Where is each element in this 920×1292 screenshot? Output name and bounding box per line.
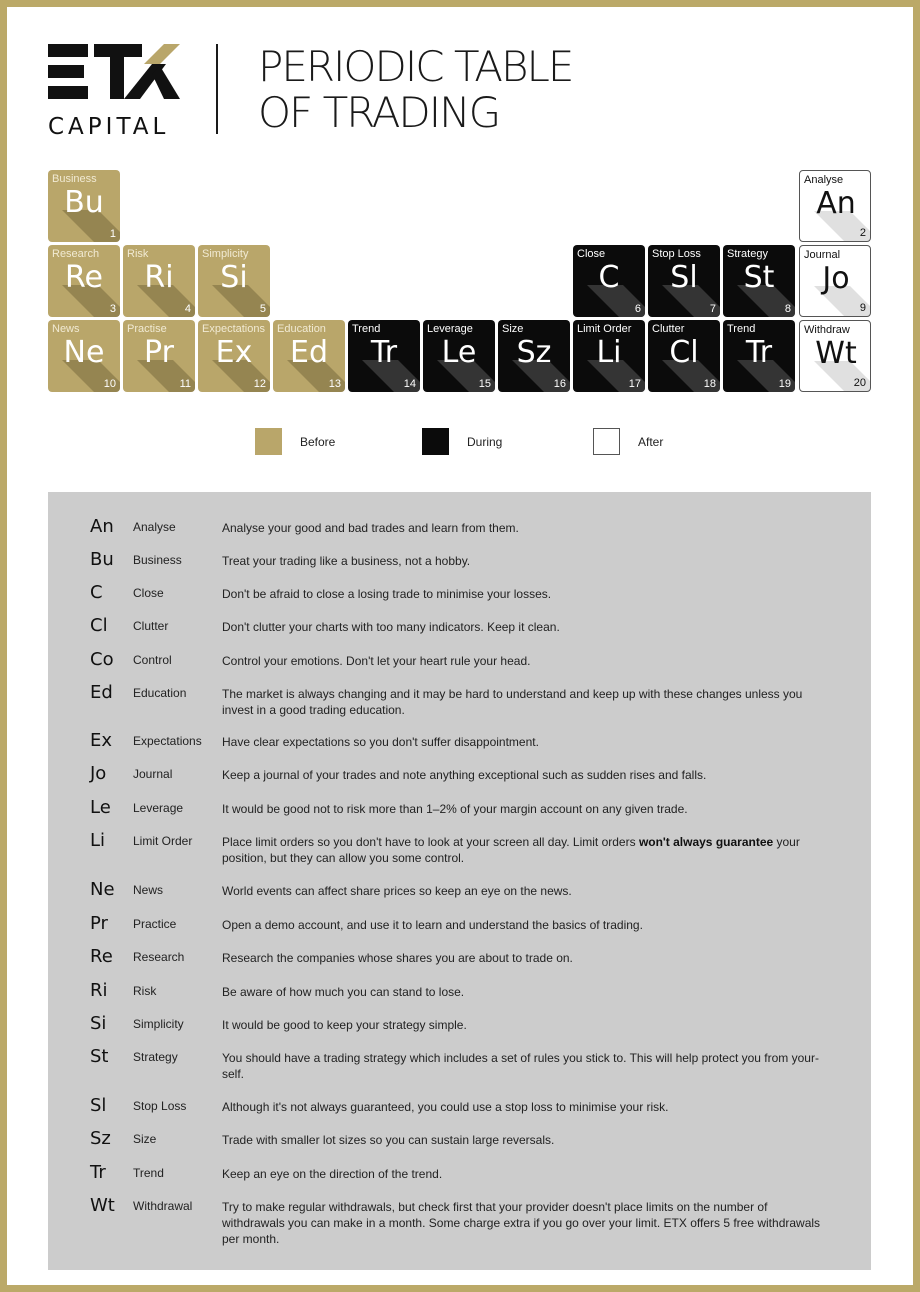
glossary-symbol: Re — [90, 946, 113, 967]
tile-name: Close — [577, 248, 606, 260]
glossary-description: Open a demo account, and use it to learn and understand the basics of trading. — [222, 918, 643, 932]
tile-symbol: Li — [596, 335, 622, 370]
tile-symbol: C — [598, 260, 620, 295]
tile-number: 13 — [328, 378, 341, 390]
glossary-symbol: An — [90, 516, 114, 537]
tile-name: Clutter — [652, 323, 685, 335]
tile-symbol: Le — [441, 335, 477, 370]
glossary-description: It would be good to keep your strategy simple. — [222, 1018, 467, 1032]
glossary-symbol: Ed — [90, 682, 113, 703]
legend-swatch-before — [255, 428, 282, 455]
tile-number: 18 — [703, 378, 716, 390]
description-emphasis: won't always guarantee — [638, 835, 774, 849]
tile-withdraw-20 — [799, 320, 871, 392]
glossary-description: Research the companies whose shares you are about to trade on. — [222, 951, 573, 965]
tile-limit-order-17 — [573, 320, 645, 392]
header-divider — [216, 44, 218, 134]
glossary-description: Don't clutter your charts with too many indicators. Keep it clean. — [222, 620, 560, 634]
tile-journal-9 — [799, 245, 871, 317]
tile-leverage-15 — [423, 320, 495, 392]
tile-name: Research — [52, 248, 100, 260]
tile-name: Strategy — [727, 248, 768, 260]
tile-practise-11 — [123, 320, 195, 392]
tile-analyse-2 — [799, 170, 871, 242]
glossary-description — [222, 834, 822, 866]
tile-name: Analyse — [804, 174, 844, 186]
tile-number: 19 — [778, 378, 791, 390]
tile-number: 6 — [634, 303, 641, 315]
tile-number: 14 — [403, 378, 416, 390]
glossary-description: You should have a trading strategy which includes a set of rules you stick to. This will help protect you from your-self. — [222, 1051, 819, 1081]
tile-number: 17 — [628, 378, 641, 390]
tile-number: 3 — [109, 303, 116, 315]
glossary-panel — [48, 492, 871, 1270]
glossary-symbol: Li — [90, 830, 106, 851]
glossary-name: Practice — [133, 917, 177, 931]
tile-close-6 — [573, 245, 645, 317]
glossary-description: World events can affect share prices so keep an eye on the news. — [222, 884, 572, 898]
glossary-symbol: Sz — [90, 1128, 111, 1149]
tile-number: 2 — [859, 227, 866, 239]
tile-symbol: Ne — [63, 335, 105, 370]
glossary-description: Keep a journal of your trades and note anything exceptional such as sudden rises and falls. — [222, 768, 707, 782]
tile-symbol: Sl — [670, 260, 698, 295]
tile-name: Simplicity — [202, 248, 249, 260]
tile-name: Business — [52, 173, 97, 185]
tile-number: 11 — [179, 378, 191, 390]
glossary-symbol: St — [90, 1046, 109, 1067]
tile-symbol: Bu — [64, 185, 104, 220]
tile-symbol: Ri — [144, 260, 174, 295]
tile-number: 1 — [109, 228, 116, 240]
glossary-description: Although it's not always guaranteed, you could use a stop loss to minimise your risk. — [222, 1100, 669, 1114]
glossary-description: It would be good not to risk more than 1–2% of your margin account on any given trade. — [222, 802, 688, 816]
glossary-symbol: Jo — [90, 763, 107, 784]
tile-name: Practise — [127, 323, 167, 335]
glossary-name: Research — [133, 950, 185, 964]
tile-symbol: An — [816, 186, 856, 221]
glossary-symbol: Si — [90, 1013, 107, 1034]
tile-stop-loss-7 — [648, 245, 720, 317]
tile-name: Stop Loss — [652, 248, 701, 260]
tile-symbol: Re — [65, 260, 103, 295]
tile-number: 4 — [184, 303, 191, 315]
glossary-description: Be aware of how much you can stand to lose. — [222, 985, 465, 999]
tile-symbol: Tr — [370, 335, 398, 370]
glossary-description: Control your emotions. Don't let your heart rule your head. — [222, 654, 531, 668]
glossary-name: Size — [133, 1132, 157, 1146]
glossary-symbol: Bu — [90, 549, 114, 570]
glossary-description: Treat your trading like a business, not a hobby. — [222, 554, 471, 568]
legend-swatch-after — [593, 428, 620, 455]
glossary-symbol: Wt — [90, 1195, 115, 1216]
tile-name: Leverage — [427, 323, 473, 335]
legend-label-before: Before — [300, 435, 336, 449]
tile-name: Expectations — [202, 323, 265, 335]
tile-number: 12 — [253, 378, 266, 390]
tile-trend-19 — [723, 320, 795, 392]
etx-capital-logo — [48, 44, 183, 139]
glossary-description: Don't be afraid to close a losing trade to minimise your losses. — [222, 587, 552, 601]
tile-name: Trend — [727, 323, 756, 335]
etx-logo-mark — [48, 44, 183, 102]
title-line-2: OF TRADING — [258, 88, 500, 137]
tile-clutter-18 — [648, 320, 720, 392]
glossary-symbol: Ne — [90, 879, 115, 900]
legend-label-during: During — [467, 435, 503, 449]
glossary-symbol: Tr — [90, 1162, 106, 1183]
glossary-name: News — [133, 883, 164, 897]
glossary-name: Control — [133, 653, 172, 667]
tile-education-13 — [273, 320, 345, 392]
glossary-name: Strategy — [133, 1050, 178, 1064]
tile-number: 7 — [709, 303, 716, 315]
glossary-symbol: Co — [90, 649, 114, 670]
glossary-name: Stop Loss — [133, 1099, 187, 1113]
glossary-description: Trade with smaller lot sizes so you can sustain large reversals. — [222, 1133, 555, 1147]
tile-name: Trend — [352, 323, 381, 335]
tile-symbol: Pr — [144, 335, 174, 370]
glossary-symbol: C — [90, 582, 103, 603]
page-title — [258, 44, 572, 136]
glossary-symbol: Le — [90, 797, 111, 818]
tile-strategy-8 — [723, 245, 795, 317]
glossary-description: Analyse your good and bad trades and learn from them. — [222, 521, 519, 535]
tile-name: News — [52, 323, 80, 335]
glossary-description: Keep an eye on the direction of the trend. — [222, 1167, 443, 1181]
tile-symbol: Sz — [516, 335, 552, 370]
tile-business-1 — [48, 170, 120, 242]
tile-size-16 — [498, 320, 570, 392]
tile-symbol: Ed — [290, 335, 328, 370]
glossary-symbol: Ri — [90, 980, 108, 1001]
glossary-name: Clutter — [133, 619, 169, 633]
title-line-1: PERIODIC TABLE — [258, 42, 573, 91]
tile-risk-4 — [123, 245, 195, 317]
glossary-symbol: Ex — [90, 730, 113, 751]
tile-symbol: Si — [220, 260, 248, 295]
tile-trend-14 — [348, 320, 420, 392]
tile-number: 5 — [259, 303, 266, 315]
glossary-name: Analyse — [133, 520, 176, 534]
glossary-name: Close — [133, 586, 164, 600]
tile-symbol: Cl — [669, 335, 699, 370]
tile-symbol: Tr — [745, 335, 773, 370]
glossary-name: Expectations — [133, 734, 202, 748]
tile-name: Withdraw — [804, 324, 850, 336]
glossary-name: Simplicity — [133, 1017, 184, 1031]
tile-name: Limit Order — [577, 323, 632, 335]
glossary-description: Try to make regular withdrawals, but check first that your provider doesn't place limits on the number of withdrawals you can make in a month. Some charge extra if you go over your limit. ETX offers 5 free withdrawals per month. — [222, 1200, 821, 1246]
glossary-name: Journal — [133, 767, 173, 781]
glossary-name: Trend — [133, 1166, 164, 1180]
tile-number: 15 — [478, 378, 491, 390]
glossary-symbol: Cl — [90, 615, 108, 636]
tile-name: Education — [277, 323, 326, 335]
legend-label-after: After — [638, 435, 664, 449]
legend-swatch-during — [422, 428, 449, 455]
tile-name: Journal — [804, 249, 841, 261]
glossary-description: The market is always changing and it may be hard to understand and keep up with these changes unless you invest in a good trading education. — [222, 687, 803, 717]
tile-number: 20 — [853, 377, 866, 389]
glossary-symbol: Sl — [90, 1095, 107, 1116]
glossary-description: Have clear expectations so you don't suffer disappointment. — [222, 735, 539, 749]
tile-name: Risk — [127, 248, 149, 260]
tile-research-3 — [48, 245, 120, 317]
tile-simplicity-5 — [198, 245, 270, 317]
tile-symbol: Wt — [815, 336, 857, 371]
tile-symbol: Jo — [822, 261, 850, 296]
tile-symbol: Ex — [215, 335, 253, 370]
description-part: your position, but they can allow you some control. — [222, 835, 800, 865]
tile-number: 8 — [784, 303, 791, 315]
tile-news-10 — [48, 320, 120, 392]
tile-name: Size — [502, 323, 524, 335]
tile-symbol: St — [743, 260, 775, 295]
glossary-name: Risk — [133, 984, 157, 998]
glossary-symbol: Pr — [90, 913, 108, 934]
glossary-name: Withdrawal — [133, 1199, 193, 1213]
glossary-name: Business — [133, 553, 182, 567]
glossary-name: Leverage — [133, 801, 184, 815]
logo-subtitle: CAPITAL — [48, 114, 170, 140]
glossary-name: Limit Order — [133, 834, 193, 848]
tile-number: 10 — [103, 378, 116, 390]
tile-number: 16 — [553, 378, 566, 390]
tile-number: 9 — [859, 302, 866, 314]
description-part: Place limit orders so you don't have to look at your screen all day. Limit orders — [222, 835, 639, 849]
glossary-name: Education — [133, 686, 187, 700]
tile-expectations-12 — [198, 320, 270, 392]
